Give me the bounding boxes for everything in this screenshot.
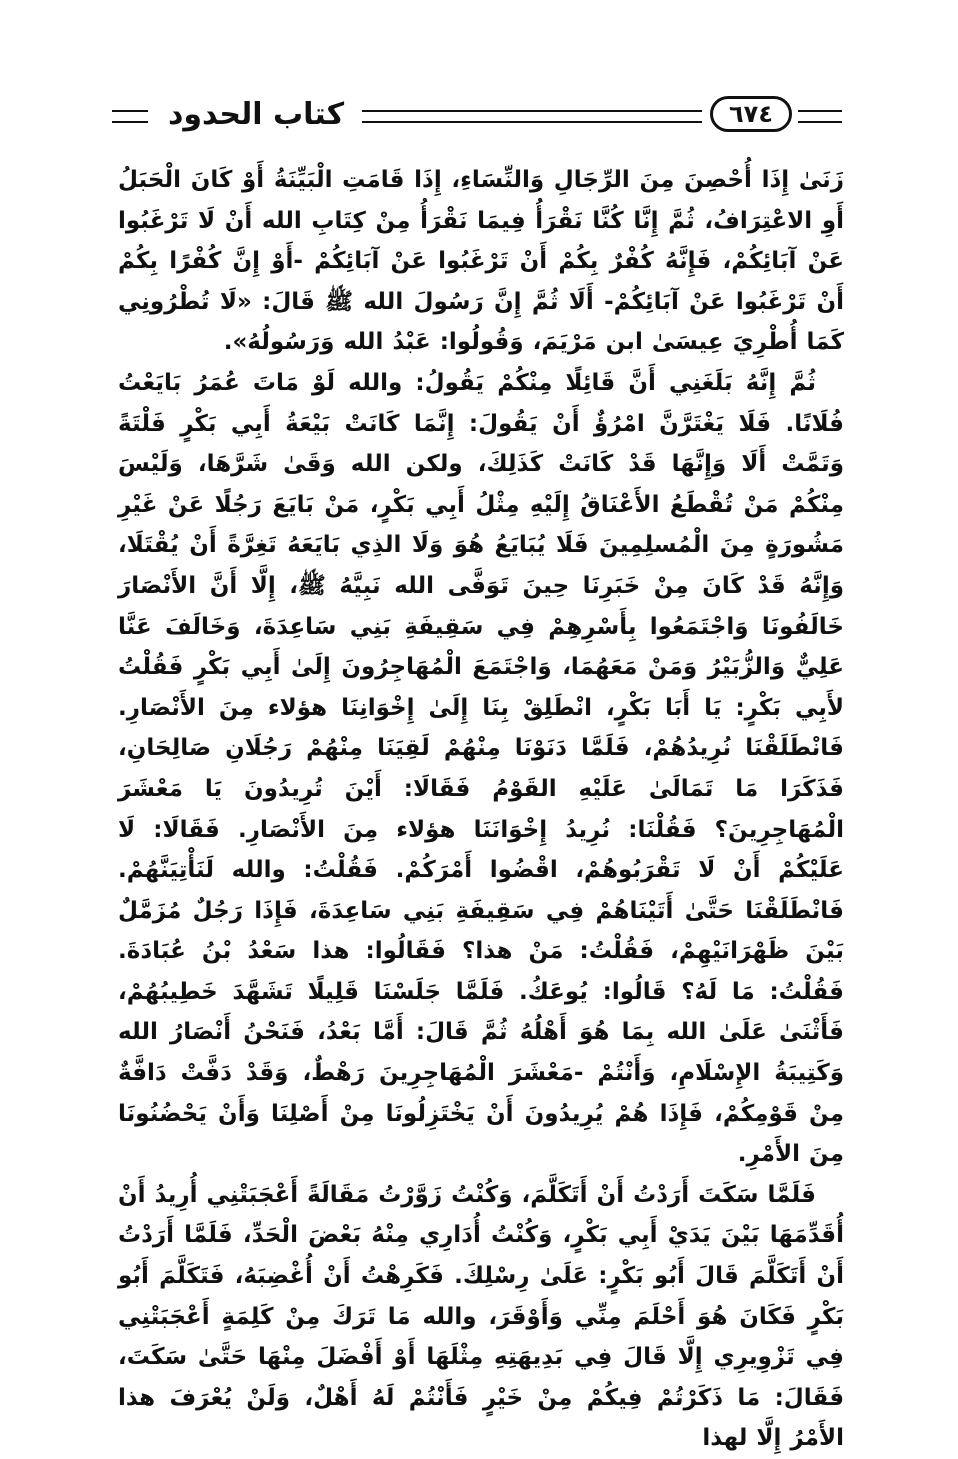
- paragraph: ثُمَّ إِنَّهُ بَلَغَنِي أَنَّ قَائِلًا مِنْكُمْ يَقُولُ: والله لَوْ مَاتَ عُمَرُ بَايَعْتُ فُلَانًا. فَلَا يَغْتَرَّنَّ امْرُؤٌ أَنْ يَقُولَ: إِنَّمَا كَانَتْ بَيْعَةُ أَبِي بَكْرٍ فَلْتَةً وَتَمَّتْ أَلَا وَإِنَّهَا قَدْ كَانَتْ كَذَلِكَ، ولكن الله وَقَىٰ شَرَّهَا، وَلَيْسَ مِنْكُمْ مَنْ تُقْطَعُ الأَعْنَاقُ إِلَيْهِ مِثْلُ أَبِي بَكْرٍ، مَنْ بَايَعَ رَجُلًا عَنْ غَيْرِ مَشُورَةٍ مِنَ الْمُسلِمِينَ فَلَا يُبَايَعُ هُوَ وَلَا الذِي بَايَعَهُ تَغِرَّةً أَنْ يُقْتَلَا، وَإِنَّهُ قَدْ كَانَ مِنْ خَبَرِنَا حِينَ تَوَفَّى الله نَبِيَّهُ ﷺ، إِلَّا أَنَّ الأَنْصَارَ خَالَفُونَا وَاجْتَمَعُوا بِأَسْرِهِمْ فِي سَقِيفَةِ بَنِي سَاعِدَةَ، وَخَالَفَ عَنَّا عَلِيٌّ وَالزُّبَيْرُ وَمَنْ مَعَهُمَا، وَاجْتَمَعَ الْمُهَاجِرُونَ إِلَىٰ أَبِي بَكْرٍ فَقُلْتُ لأَبِي بَكْرٍ: يَا أَبَا بَكْرٍ، انْطَلِقْ بِنَا إِلَىٰ إِخْوَانِنَا هؤلاء مِنَ الأَنْصَارِ. فَانْطَلَقْنَا نُرِيدُهُمْ، فَلَمَّا دَنَوْنَا مِنْهُمْ لَقِيَنَا مِنْهُمْ رَجُلَانِ صَالِحَانِ، فَذَكَرَا مَا تَمَالَىٰ عَلَيْهِ القَوْمُ فَقَالَا: أَيْنَ تُرِيدُونَ يَا مَعْشَرَ الْمُهَاجِرِينَ؟ فَقُلْنَا: نُرِيدُ إِخْوَانَنَا هؤلاء مِنَ الأَنْصَارِ. فَقَالَا: لَا عَلَيْكُمْ أَنْ لَا تَقْرَبُوهُمْ، اقْضُوا أَمْرَكُمْ. فَقُلْتُ: والله لَنَأْتِيَنَّهُمْ. فَانْطَلَقْنَا حَتَّىٰ أَتَيْنَاهُمْ فِي سَقِيفَةِ بَنِي سَاعِدَةَ، فَإِذَا رَجُلٌ مُزَمَّلٌ بَيْنَ ظَهْرَانَيْهِمْ، فَقُلْتُ: مَنْ هذا؟ فَقَالُوا: هذا سَعْدُ بْنُ عُبَادَةَ. فَقُلْتُ: مَا لَهُ؟ قَالُوا: يُوعَكُ. فَلَمَّا جَلَسْنَا قَلِيلًا تَشَهَّدَ خَطِيبُهُمْ، فَأَثْنَىٰ عَلَىٰ الله بِمَا هُوَ أَهْلُهُ ثُمَّ قَالَ: أَمَّا بَعْدُ، فَنَحْنُ أَنْصَارُ الله وَكَتِيبَةُ الإِسْلَامِ، وَأَنْتُمْ -مَعْشَرَ الْمُهَاجِرِينَ رَهْطٌ، وَقَدْ دَفَّتْ دَافَّةٌ مِنْ قَوْمِكُمْ، فَإِذَا هُمْ يُرِيدُونَ أَنْ يَخْتَزِلُونَا مِنْ أَصْلِنَا وَأَنْ يَحْضُنُونَا مِنَ الأَمْرِ.: [118, 369, 844, 1168]
- paragraph: زَنَىٰ إِذَا أُحْصِنَ مِنَ الرِّجَالِ وَالنِّسَاءِ، إِذَا قَامَتِ الْبَيِّنَةُ أَوْ كَانَ الْحَبَلُ أَوِ الاعْتِرَافُ، ثُمَّ إِنَّا كُنَّا نَقْرَأُ فِيمَا نَقْرَأُ مِنْ كِتَابِ الله أَنْ لَا تَرْغَبُوا عَنْ آبَائِكُمْ، فَإِنَّهُ كُفْرٌ بِكُمْ أَنْ تَرْغَبُوا عَنْ آبَائِكُمْ -أَوْ إِنَّ كُفْرًا بِكُمْ أَنْ تَرْغَبُوا عَنْ آبَائِكُمْ- أَلَا ثُمَّ إِنَّ رَسُولَ الله ﷺ قَالَ: «لَا تُطْرُونِي كَمَا أُطْرِيَ عِيسَىٰ ابن مَرْيَمَ، وَقُولُوا: عَبْدُ الله وَرَسُولُهُ».: [118, 167, 844, 356]
- header-rule-middle: [362, 110, 702, 123]
- running-header: [112, 96, 842, 144]
- page-number: ٦٧٤: [710, 96, 792, 132]
- header-rule-right: [798, 110, 842, 123]
- main-text: [118, 160, 844, 1459]
- header-rule-left: [112, 110, 148, 123]
- paragraph: فَلَمَّا سَكَتَ أَرَدْتُ أَنْ أَتَكَلَّمَ، وَكُنْتُ زَوَّرْتُ مَقَالَةً أَعْجَبَتْنِي أُرِيدُ أَنْ أُقَدِّمَهَا بَيْنَ يَدَيْ أَبِي بَكْرٍ، وَكُنْتُ أُدَارِي مِنْهُ بَعْضَ الْحَدِّ، فَلَمَّا أَرَدْتُ أَنْ أَتَكَلَّمَ قَالَ أَبُو بَكْرٍ: عَلَىٰ رِسْلِكَ. فَكَرِهْتُ أَنْ أُغْضِبَهُ، فَتَكَلَّمَ أَبُو بَكْرٍ فَكَانَ هُوَ أَحْلَمَ مِنِّي وَأَوْقَرَ، والله مَا تَرَكَ مِنْ كَلِمَةٍ أَعْجَبَتْنِي فِي تَزْوِيرِي إِلَّا قَالَ فِي بَدِيهَتِهِ مِثْلَهَا أَوْ أَفْضَلَ مِنْهَا حَتَّىٰ سَكَتَ، فَقَالَ: مَا ذَكَرْتُمْ فِيكُمْ مِنْ خَيْرٍ فَأَنْتُمْ لَهُ أَهْلٌ، وَلَنْ يُعْرَفَ هذا الأَمْرُ إِلَّا لهذا: [117, 1181, 844, 1452]
- chapter-title: كتاب الحدود: [167, 97, 345, 132]
